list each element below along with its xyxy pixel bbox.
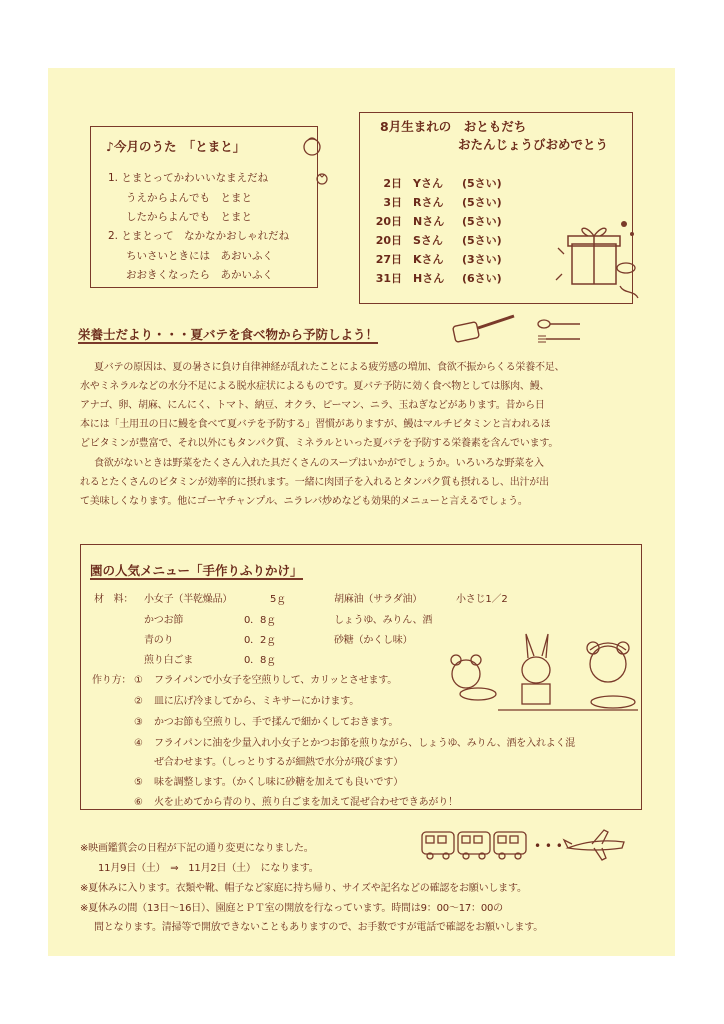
notice-line: 間となります。清掃等で開放できないこともありますので、お手数ですが電話で確認をお願いします。 [94, 922, 543, 933]
nutrition-paragraph-line: 本には「土用丑の日に鰻を食べて夏バテを予防する」習慣がありますが、鰻はマルチビタミンと言われるほ [80, 419, 551, 430]
birthday-title: 8月生まれの おともだち [380, 119, 527, 134]
nutrition-paragraph-line: 夏バテの原因は、夏の暑さに負け自律神経が乱れたことによる疲労感の増加、食欲不振からくる栄養不足、 [94, 362, 565, 373]
birthday-name: Rさん [413, 196, 444, 209]
ingredient-name: かつお節 [144, 615, 184, 626]
menu-heading: 園の人気メニュー「手作りふりかけ」 [90, 563, 303, 578]
newsletter-page [48, 68, 675, 956]
birthday-date: 3日 [383, 196, 402, 209]
step-number: ② [134, 696, 143, 707]
cooking-animals-illustration [438, 628, 638, 718]
birthday-date: 31日 [375, 272, 402, 285]
ingredient-name: 砂糖（かくし味） [334, 635, 413, 646]
birthday-age: (5さい) [462, 196, 502, 209]
ingredient-amount: 0．8ｇ [244, 655, 276, 666]
birthday-date: 20日 [375, 215, 402, 228]
song-line: おおきくなったら あかいふく [126, 269, 273, 281]
gift-box-icon [554, 214, 644, 304]
step-number: ④ [134, 738, 143, 749]
ingredient-amount: 0．2ｇ [244, 635, 276, 646]
nutrition-paragraph-line: れるとたくさんのビタミンが効率的に摂れます。一緒に肉団子を入れるとタンパク質も摂れるし、出汁が出 [80, 477, 549, 488]
birthday-name: Hさん [413, 272, 445, 285]
ingredient-amount: 5ｇ [270, 594, 286, 605]
birthday-name: Sさん [413, 234, 443, 247]
ingredient-name: 煎り白ごま [144, 655, 193, 666]
song-line: うえからよんでも とまと [126, 192, 252, 204]
tomato-icon [300, 134, 324, 156]
dots-decoration: • • • [534, 839, 563, 853]
step-text: 皿に広げ冷ましてから、ミキサーにかけます。 [154, 696, 359, 707]
spatula-icon [452, 312, 518, 346]
step-number: ⑥ [134, 797, 143, 808]
birthday-name: Kさん [413, 253, 444, 266]
birthday-name: Nさん [413, 215, 445, 228]
step-number: ① [134, 675, 143, 686]
step-number: ③ [134, 717, 143, 728]
step-text: かつお節も空煎りし、手で揉んで細かくしておきます。 [154, 717, 399, 728]
birthday-age: (5さい) [462, 177, 502, 190]
notice-line: 11月9日（土） ⇒ 11月2日（土） になります。 [98, 863, 319, 874]
ingredient-amount: 小さじ1／2 [456, 594, 508, 605]
notice-line: ※夏休みの間（13日〜16日）、園庭とＰＴ室の開放を行なっています。時間は9：00〜17：00の [80, 903, 503, 914]
ingredient-amount: 0．8ｇ [244, 615, 276, 626]
song-line: 2. とまとって なかなかおしゃれだね [108, 230, 290, 242]
step-text: フライパンで小女子を空煎りして、カリッとさせます。 [154, 675, 398, 686]
step-text: 味を調整します。（かくし味に砂糖を加えても良いです） [154, 777, 403, 788]
ingredient-name: 胡麻油（サラダ油） [334, 594, 423, 605]
nutrition-paragraph-line: 食欲がないときは野菜をたくさん入れた具だくさんのスープはいかがでしょうか。いろいろな野菜を入 [94, 458, 544, 469]
birthday-date: 2日 [383, 177, 402, 190]
tomato-small-icon [315, 172, 329, 186]
song-line: 1. とまとってかわいいなまえだね [108, 172, 269, 184]
birthday-subtitle: おたんじょうびおめでとう [458, 137, 609, 152]
birthday-age: (5さい) [462, 215, 502, 228]
steps-label: 作り方： [92, 675, 132, 686]
step-text: ぜ合わせます。（しっとりするが細熱で水分が飛びます） [154, 757, 403, 768]
ingredient-name: 青のり [144, 635, 174, 646]
nutrition-paragraph-line: どビタミンが豊富で、それ以外にもタンパク質、ミネラルといった夏バテを予防する栄養素を含んでいます。 [80, 438, 559, 449]
step-text: フライパンに油を少量入れ小女子とかつお節を煎りながら、しょうゆ、みりん、酒を入れよく混 [154, 738, 576, 749]
ingredient-name: 小女子（半乾燥品） [144, 594, 233, 605]
nutrition-paragraph-line: アナゴ、卵、胡麻、にんにく、トマト、納豆、オクラ、ピーマン、ニラ、玉ねぎなどがあります。昔から日 [80, 400, 545, 411]
train-icon [420, 826, 530, 862]
birthday-age: (3さい) [462, 253, 502, 266]
step-text: 火を止めてから青のり、煎り白ごまを加えて混ぜ合わせできあがり！ [154, 797, 458, 808]
birthday-age: (6さい) [462, 272, 502, 285]
airplane-icon [564, 828, 628, 862]
nutrition-heading: 栄養士だより・・・夏バテを食べ物から予防しよう！ [78, 327, 379, 342]
song-line: ちいさいときには あおいふく [126, 250, 273, 262]
birthday-date: 20日 [375, 234, 402, 247]
spoon-fork-icon [536, 316, 582, 346]
birthday-age: (5さい) [462, 234, 502, 247]
step-number: ⑤ [134, 777, 143, 788]
ingredient-name: しょうゆ、みりん、酒 [334, 615, 433, 626]
notice-line: ※映画鑑賞会の日程が下記の通り変更になりました。 [80, 843, 314, 854]
birthday-name: Yさん [413, 177, 443, 190]
song-title: ♪今月のうた 「とまと」 [106, 139, 246, 154]
notice-line: ※夏休みに入ります。衣類や靴、帽子など家庭に持ち帰り、サイズや記名などの確認をお願いします。 [80, 883, 527, 894]
song-line: したからよんでも とまと [126, 211, 252, 223]
ingredients-label: 材 料： [94, 594, 134, 605]
nutrition-paragraph-line: て美味しくなります。他にゴーヤチャンプル、ニラレバ炒めなども効果的メニューと言えるでしょう。 [80, 496, 528, 507]
nutrition-paragraph-line: 水やミネラルなどの水分不足による脱水症状によるものです。夏バテ予防に効く食べ物としては豚肉、鰻、 [80, 381, 550, 392]
birthday-date: 27日 [375, 253, 402, 266]
